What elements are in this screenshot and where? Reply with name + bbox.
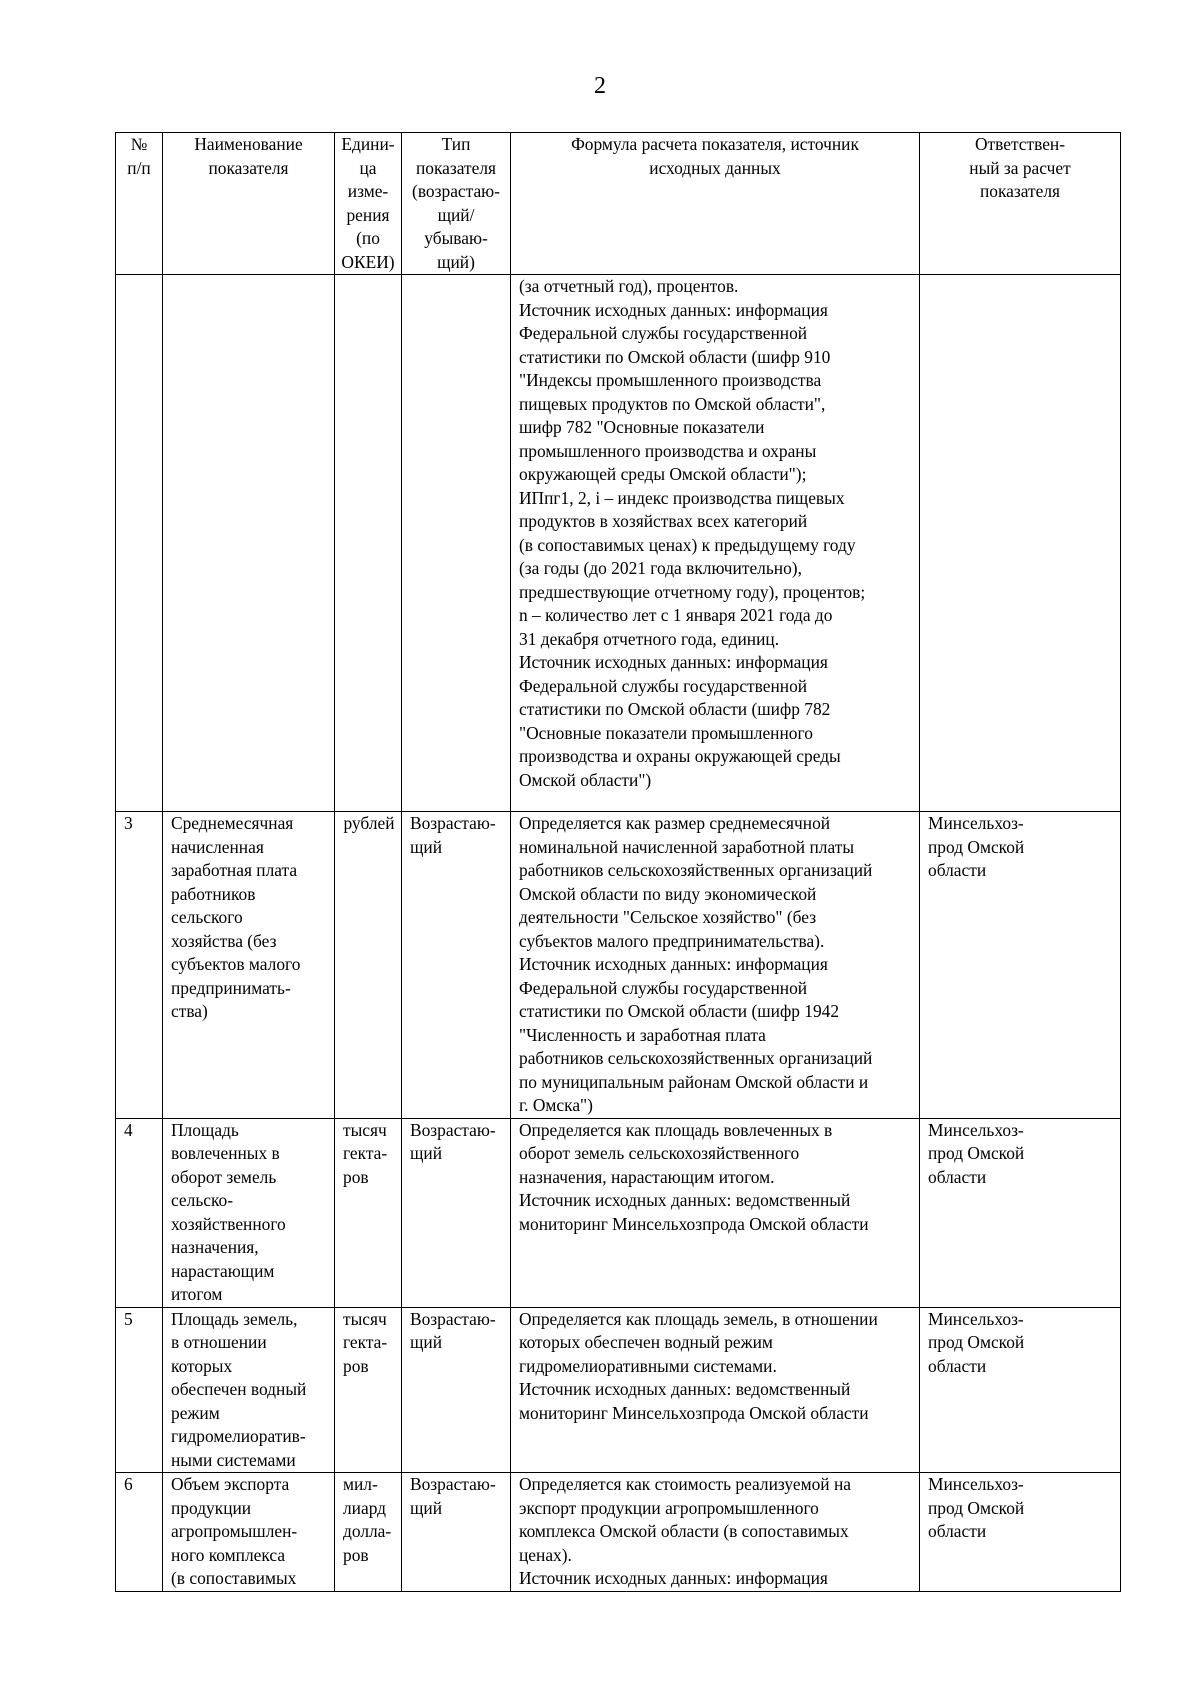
table-row	[116, 812, 1121, 1119]
indicators-table	[115, 132, 1121, 1592]
cell-name: Объем экспорта продукции агропромышлен- ного комплекса (в сопоставимых	[163, 1473, 335, 1592]
table-row	[116, 1118, 1121, 1307]
cell-num: 6	[116, 1473, 163, 1592]
cell-type: Возрастаю- щий	[402, 812, 511, 1119]
cell-type	[402, 275, 511, 812]
header-num: № п/п	[116, 133, 163, 275]
page-number: 2	[594, 73, 606, 99]
cell-num: 3	[116, 812, 163, 1119]
cell-type: Возрастаю- щий	[402, 1473, 511, 1592]
cell-unit: мил- лиард долла- ров	[335, 1473, 402, 1592]
cell-responsible: Минсельхоз- прод Омской области	[920, 812, 1121, 1119]
cell-formula: Определяется как площадь земель, в отношении которых обеспечен водный режим гидромелиоративными системами. Источник исходных данных: ведомственный мониторинг Минсельхозпрода Омской области	[511, 1307, 920, 1473]
cell-unit	[335, 275, 402, 812]
cell-responsible: Минсельхоз- прод Омской области	[920, 1118, 1121, 1307]
cell-name: Площадь вовлеченных в оборот земель сельско- хозяйственного назначения, нарастающим итогом	[163, 1118, 335, 1307]
cell-type: Возрастаю- щий	[402, 1118, 511, 1307]
cell-formula: Определяется как стоимость реализуемой на экспорт продукции агропромышленного комплекса Омской области (в сопоставимых ценах). Источник исходных данных: информация	[511, 1473, 920, 1592]
header-unit: Едини- ца изме- рения (по ОКЕИ)	[335, 133, 402, 275]
cell-responsible: Минсельхоз- прод Омской области	[920, 1473, 1121, 1592]
cell-formula: (за отчетный год), процентов. Источник исходных данных: информация Федеральной службы государственной статистики по Омской области (шифр 910 "Индексы промышленного производства пищевых продуктов по Омской области", шифр 782 "Основные показатели промышленного производства и охраны окружающей среды Омской области"); ИПпг1, 2, i – индекс производства пищевых продуктов в хозяйствах всех категорий (в сопоставимых ценах) к предыдущему году (за годы (до 2021 года включительно), предшествующие отчетному году), процентов; n – количество лет с 1 января 2021 года до 31 декабря отчетного года, единиц. Источник исходных данных: информация Федеральной службы государственной статистики по Омской области (шифр 782 "Основные показатели промышленного производства и охраны окружающей среды Омской области")	[511, 275, 920, 812]
table-header-row	[116, 133, 1121, 275]
header-responsible: Ответствен- ный за расчет показателя	[920, 133, 1121, 275]
cell-unit: тысяч гекта- ров	[335, 1307, 402, 1473]
cell-formula: Определяется как площадь вовлеченных в оборот земель сельскохозяйственного назначения, нарастающим итогом. Источник исходных данных: ведомственный мониторинг Минсельхозпрода Омской области	[511, 1118, 920, 1307]
cell-name	[163, 275, 335, 812]
cell-name: Площадь земель, в отношении которых обеспечен водный режим гидромелиоратив- ными системами	[163, 1307, 335, 1473]
cell-formula: Определяется как размер среднемесячной номинальной начисленной заработной платы работников сельскохозяйственных организаций Омской области по виду экономической деятельности "Сельское хозяйство" (без субъектов малого предпринимательства). Источник исходных данных: информация Федеральной службы государственной статистики по Омской области (шифр 1942 "Численность и заработная плата работников сельскохозяйственных организаций по муниципальным районам Омской области и г. Омска")	[511, 812, 920, 1119]
table-row	[116, 1307, 1121, 1473]
cell-type: Возрастаю- щий	[402, 1307, 511, 1473]
table-row	[116, 1473, 1121, 1592]
header-name: Наименование показателя	[163, 133, 335, 275]
cell-num: 5	[116, 1307, 163, 1473]
cell-unit: рублей	[335, 812, 402, 1119]
cell-num: 4	[116, 1118, 163, 1307]
cell-num	[116, 275, 163, 812]
cell-unit: тысяч гекта- ров	[335, 1118, 402, 1307]
header-type: Тип показателя (возрастаю- щий/ убываю- щий)	[402, 133, 511, 275]
table-row-continuation	[116, 275, 1121, 812]
cell-responsible: Минсельхоз- прод Омской области	[920, 1307, 1121, 1473]
cell-name: Среднемесячная начисленная заработная плата работников сельского хозяйства (без субъектов малого предпринимать- ства)	[163, 812, 335, 1119]
cell-responsible	[920, 275, 1121, 812]
header-formula: Формула расчета показателя, источник исходных данных	[511, 133, 920, 275]
